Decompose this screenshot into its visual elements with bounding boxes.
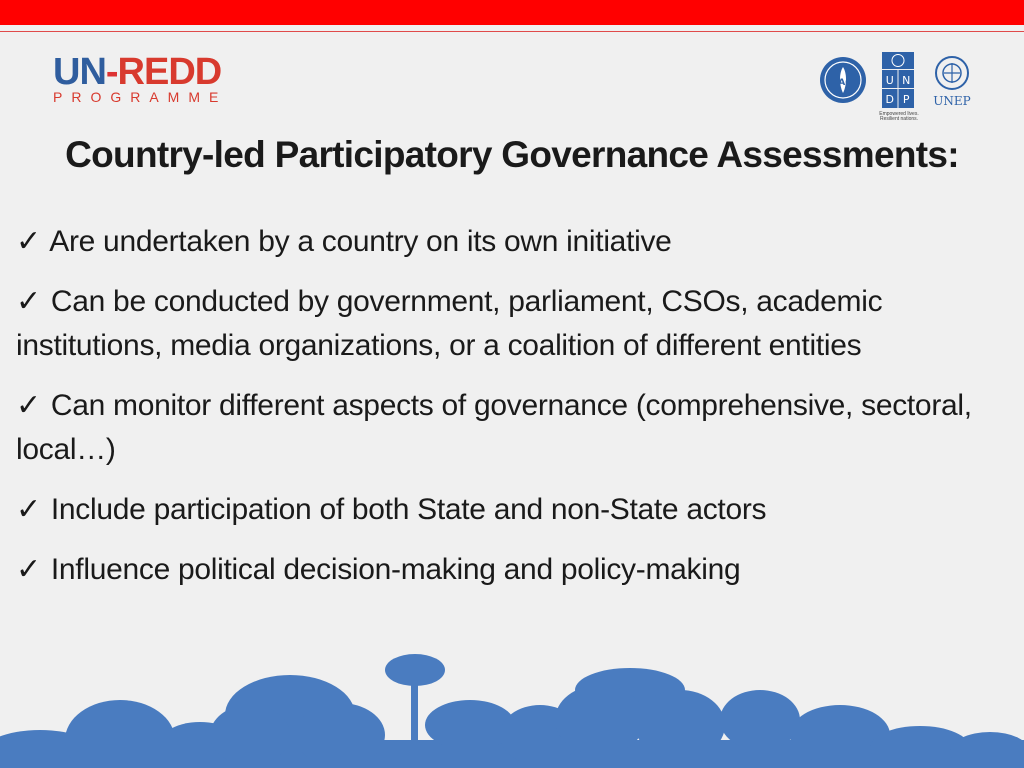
slide-title: Country-led Participatory Governance Assessments:	[65, 134, 959, 175]
bullet-item	[16, 488, 1016, 532]
bullet-text: Influence political decision-making and policy-making	[50, 553, 741, 586]
checkmark-icon: ✓	[16, 285, 41, 318]
un-redd-logo	[53, 52, 233, 105]
bullet-text: Can monitor different aspects of governance (comprehensive, sectoral, local…)	[16, 389, 972, 466]
top-divider-line	[0, 31, 1024, 32]
partner-logos	[818, 50, 978, 130]
bullet-text: Can be conducted by government, parliament, CSOs, academic institutions, media organizations, or a coalition of different entities	[16, 285, 883, 362]
checkmark-icon: ✓	[16, 553, 41, 586]
unep-logo-icon	[930, 55, 974, 109]
checkmark-icon: ✓	[16, 493, 41, 526]
bullet-list	[16, 220, 1016, 608]
undp-logo-icon	[882, 52, 914, 108]
logo-dash: -	[105, 51, 118, 93]
checkmark-icon: ✓	[16, 225, 41, 258]
logo-wordmark	[53, 52, 233, 92]
unep-logo-text: UNEP	[933, 94, 971, 108]
fao-logo-icon	[818, 55, 868, 105]
logo-programme: PROGRAMME	[53, 89, 228, 105]
bullet-text: Are undertaken by a country on its own initiative	[49, 225, 672, 258]
bullet-item	[16, 548, 1016, 592]
bullet-item	[16, 384, 1016, 472]
checkmark-icon: ✓	[16, 389, 41, 422]
undp-letter: N	[902, 74, 911, 87]
forest-silhouette-icon	[0, 640, 1024, 768]
undp-caption: Empowered lives. Resilient nations.	[879, 111, 919, 122]
undp-letter: P	[902, 93, 910, 106]
fao-logo-text: FAO	[833, 78, 853, 88]
undp-letter: U	[885, 74, 894, 87]
undp-letter: D	[885, 93, 894, 106]
logo-un: UN	[53, 51, 106, 93]
bullet-item	[16, 220, 1016, 264]
bullet-text: Include participation of both State and non-State actors	[50, 493, 767, 526]
bullet-item	[16, 280, 1016, 368]
logo-redd: REDD	[117, 51, 222, 93]
top-red-bar	[0, 0, 1024, 25]
